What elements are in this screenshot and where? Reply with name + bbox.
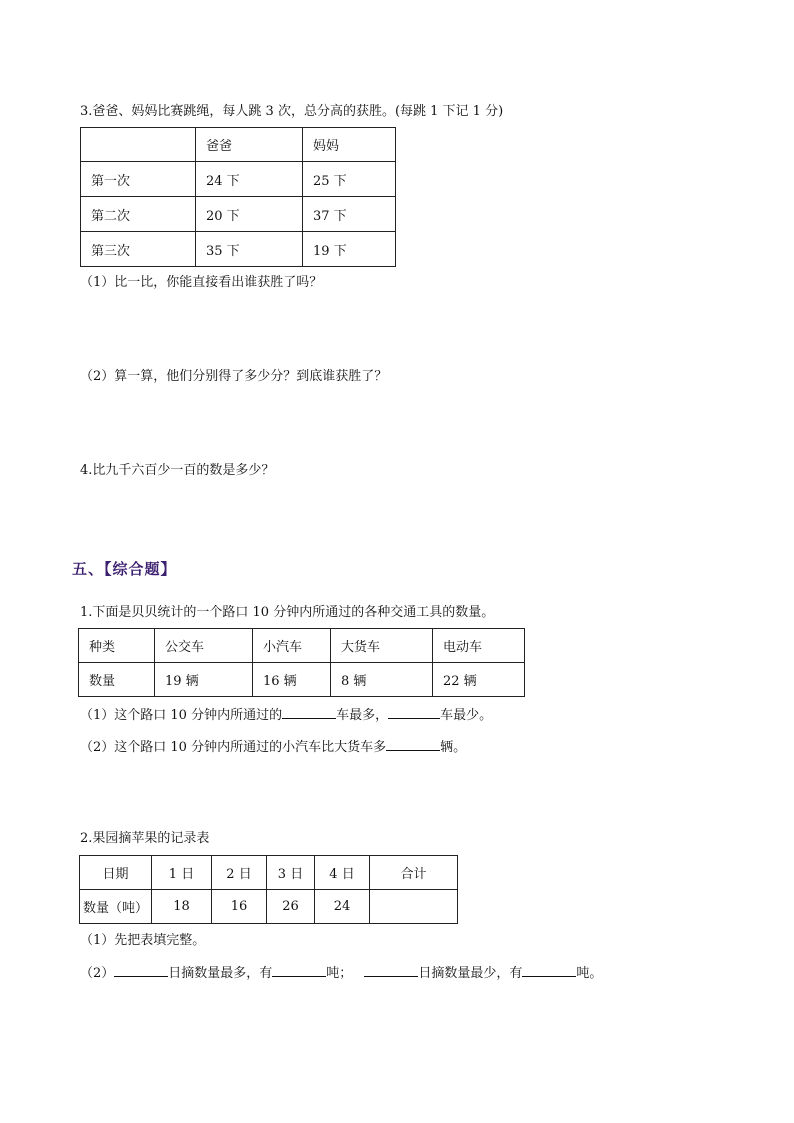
table-cell: 大货车 [331, 629, 433, 663]
table-cell: 35 下 [196, 232, 303, 267]
answer-blank[interactable] [522, 963, 576, 977]
sub1-text-c: 车最少。 [440, 708, 493, 723]
table-cell: 26 [267, 890, 315, 924]
sub1-text-b: 车最多， [336, 708, 389, 723]
table-cell: 1 日 [152, 856, 212, 890]
table-cell: 爸爸 [196, 128, 303, 162]
table-cell [81, 128, 196, 162]
table-cell: 2 日 [212, 856, 267, 890]
sub1-text-a: （1）这个路口 10 分钟内所通过的 [80, 708, 283, 723]
s5q1-sub2 [80, 737, 466, 757]
q3-sub1: （1）比一比，你能直接看出谁获胜了吗？ [80, 275, 323, 290]
table-row [81, 162, 396, 197]
s5q1-title: 1.下面是贝贝统计的一个路口 10 分钟内所通过的各种交通工具的数量。 [80, 605, 495, 620]
table-row [80, 856, 458, 890]
table-cell: 3 日 [267, 856, 315, 890]
section-title: 五、【综合题】 [72, 560, 177, 578]
s5q2-sub1: （1）先把表填完整。 [80, 933, 206, 948]
table-row [81, 128, 396, 162]
sub2-text-a: （2） [80, 966, 115, 981]
total-input-cell[interactable] [370, 890, 458, 924]
q3-table [80, 127, 396, 267]
table-row [80, 890, 458, 924]
table-row [79, 629, 525, 663]
q3-title: 3.爸爸、妈妈比赛跳绳，每人跳 3 次，总分高的获胜。(每跳 1 下记 1 分) [80, 104, 504, 119]
table-row [81, 232, 396, 267]
table-row [81, 197, 396, 232]
table-cell: 24 [315, 890, 370, 924]
table-cell: 第二次 [81, 197, 196, 232]
answer-blank[interactable] [272, 963, 326, 977]
s5q2-title: 2.果园摘苹果的记录表 [80, 831, 210, 846]
table-cell: 19 下 [303, 232, 396, 267]
table-cell: 37 下 [303, 197, 396, 232]
answer-blank[interactable] [386, 737, 440, 751]
table-cell: 第一次 [81, 162, 196, 197]
sub2-text-a: （2）这个路口 10 分钟内所通过的小汽车比大货车多 [80, 740, 387, 755]
table-cell: 第三次 [81, 232, 196, 267]
table-cell: 20 下 [196, 197, 303, 232]
table-cell: 日期 [80, 856, 152, 890]
sub2-text-e: 吨。 [576, 966, 603, 981]
q3-sub2: （2）算一算，他们分别得了多少分？到底谁获胜了？ [80, 369, 388, 384]
table-cell: 8 辆 [331, 663, 433, 697]
s5q1-sub1 [80, 705, 492, 725]
answer-blank[interactable] [364, 963, 418, 977]
sub2-text-c: 吨； [326, 966, 353, 981]
sub2-text-b: 辆。 [440, 740, 467, 755]
s5q2-table [79, 855, 458, 924]
sub2-text-b: 日摘数量最多，有 [168, 966, 273, 981]
s5q1-table [78, 628, 525, 697]
table-cell: 合计 [370, 856, 458, 890]
table-row [79, 663, 525, 697]
answer-blank[interactable] [282, 705, 336, 719]
table-cell: 18 [152, 890, 212, 924]
s5q2-sub2 [80, 963, 602, 983]
table-cell: 种类 [79, 629, 155, 663]
table-cell: 24 下 [196, 162, 303, 197]
table-cell: 数量（吨） [80, 890, 152, 924]
answer-blank[interactable] [114, 963, 168, 977]
table-cell: 数量 [79, 663, 155, 697]
table-cell: 妈妈 [303, 128, 396, 162]
table-cell: 22 辆 [433, 663, 525, 697]
table-cell: 公交车 [155, 629, 253, 663]
table-cell: 4 日 [315, 856, 370, 890]
table-cell: 小汽车 [253, 629, 331, 663]
table-cell: 16 [212, 890, 267, 924]
table-cell: 19 辆 [155, 663, 253, 697]
table-cell: 25 下 [303, 162, 396, 197]
q4-title: 4.比九千六百少一百的数是多少？ [80, 463, 275, 478]
sub2-text-d: 日摘数量最少，有 [418, 966, 523, 981]
answer-blank[interactable] [388, 705, 440, 719]
table-cell: 电动车 [433, 629, 525, 663]
table-cell: 16 辆 [253, 663, 331, 697]
